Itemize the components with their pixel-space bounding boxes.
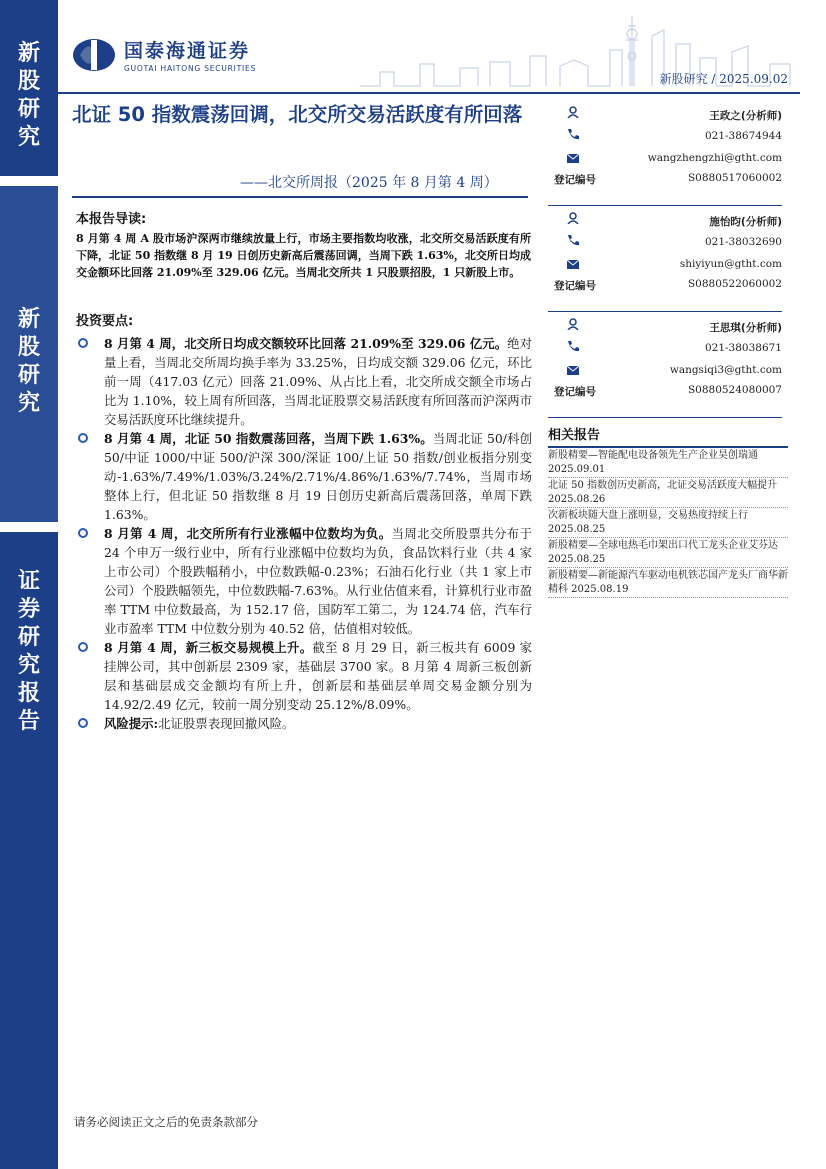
registration-label: 登记编号 xyxy=(554,280,596,292)
point-lead: 8 月第 4 周，新三板交易规模上升。 xyxy=(104,640,313,655)
list-item xyxy=(76,714,532,733)
registration-number: S0880522060002 xyxy=(687,278,782,290)
analyst-panel xyxy=(548,100,782,418)
bullet-icon xyxy=(78,718,88,728)
bullet-icon xyxy=(78,642,88,652)
logo-chinese-name: 国泰海通证券 xyxy=(124,40,251,62)
sidebar-char: 告 xyxy=(17,709,40,734)
logo-english-name: GUOTAI HAITONG SECURITIES xyxy=(124,64,257,73)
disclaimer-footer: 请务必阅读正文之后的免责条款部分 xyxy=(74,1115,258,1129)
sidebar-char: 股 xyxy=(17,69,40,94)
email-icon xyxy=(566,258,580,270)
point-text: 当周北证 50/科创 50/中证 1000/中证 500/沪深 300/深证 100/上证 50 指数/创业板指分别变动-1.63%/7.49%/1.03%/3.24%/2.71%/4.86%/1.63%/7.74%，当周市场整体上行，但北证 50 指数继 8 月 19 日创历史新高后震荡回落，单周下跌 1.63%。 xyxy=(104,431,532,522)
analyst-card xyxy=(548,312,782,418)
analyst-card xyxy=(548,206,782,312)
report-subtitle: ——北交所周报（2025 年 8 月第 4 周） xyxy=(240,175,498,191)
point-text: 绝对量上看，当周北交所周均换手率为 33.25%，日均成交额 329.06 亿元，环比前一周（417.03 亿元）回落 21.09%、从占比上看，北交所成交额全市场占比为 1.10%，较上周有所回落，当周北证股票交易活跃度有所回落而沪深两市交易活跃度环比继续提升。 xyxy=(104,336,533,427)
person-icon xyxy=(566,318,580,330)
analyst-name: 王政之(分析师) xyxy=(709,110,782,122)
analyst-name: 施怡昀(分析师) xyxy=(709,216,782,228)
bullet-icon xyxy=(78,433,88,443)
sidebar-char: 股 xyxy=(17,335,40,360)
sidebar-char: 新 xyxy=(17,307,40,332)
invest-heading: 投资要点: xyxy=(76,314,134,329)
sidebar-tag-top xyxy=(0,0,58,176)
person-icon xyxy=(566,106,580,118)
phone-icon xyxy=(566,128,580,140)
sidebar-char: 研 xyxy=(17,97,40,122)
intro-text: 8 月第 4 周 A 股市场沪深两市继续放量上行，市场主要指数均收涨，北交所交易活跃度有所下降，北证 50 指数继 8 月 19 日创历史新高后震荡回调，当周下跌 1.63%，北交所日均成交金额环比回落 21.09%至 329.06 亿元。当周北交所共 1 只股票招股，1 只新股上市。 xyxy=(76,232,531,279)
analyst-name: 王思琪(分析师) xyxy=(709,322,782,334)
sidebar-tag-bottom xyxy=(0,532,58,1169)
related-report-link[interactable]: 新股精要—智能配电设备领先生产企业昊创瑞通 2025.09.01 xyxy=(548,448,788,478)
report-category-date: 新股研究 / 2025.09.02 xyxy=(659,72,788,86)
sidebar-char: 新 xyxy=(17,41,40,66)
analyst-email[interactable]: wangsiqi3@gtht.com xyxy=(669,364,782,376)
bullet-icon xyxy=(78,338,88,348)
sidebar-tag-middle xyxy=(0,186,58,522)
person-icon xyxy=(566,212,580,224)
phone-icon xyxy=(566,234,580,246)
point-lead: 8 月第 4 周，北证 50 指数震荡回落，当周下跌 1.63%。 xyxy=(104,431,433,446)
sidebar-char: 研 xyxy=(17,625,40,650)
list-item xyxy=(76,638,532,714)
registration-label: 登记编号 xyxy=(554,174,596,186)
left-sidebar xyxy=(0,0,58,1169)
analyst-phone: 021-38674944 xyxy=(704,130,782,142)
related-report-link[interactable]: 新股精要—全球电热毛巾架出口代工龙头企业艾芬达 2025.08.25 xyxy=(548,538,788,568)
invest-points-list xyxy=(76,334,532,733)
header-divider xyxy=(58,92,800,94)
point-lead: 8 月第 4 周，北交所所有行业涨幅中位数均为负。 xyxy=(104,526,392,541)
related-report-link[interactable]: 次新板块随大盘上涨明显，交易热度持续上行 2025.08.25 xyxy=(548,508,788,538)
registration-number: S0880517060002 xyxy=(687,172,782,184)
sidebar-char: 报 xyxy=(17,681,40,706)
bullet-icon xyxy=(78,528,88,538)
analyst-card xyxy=(548,100,782,206)
logo-mark-icon xyxy=(72,38,116,72)
point-text: 北证股票表现回撤风险。 xyxy=(158,716,295,731)
analyst-email[interactable]: wangzhengzhi@gtht.com xyxy=(647,152,782,164)
sidebar-char: 究 xyxy=(17,653,40,678)
analyst-email[interactable]: shiyiyun@gtht.com xyxy=(679,258,782,270)
related-heading: 相关报告 xyxy=(548,424,788,448)
related-reports xyxy=(548,424,788,598)
point-lead: 8 月第 4 周，北交所日均成交额较环比回落 21.09%至 329.06 亿元。 xyxy=(104,336,508,351)
email-icon xyxy=(566,364,580,376)
sidebar-char: 研 xyxy=(17,363,40,388)
registration-label: 登记编号 xyxy=(554,386,596,398)
analyst-phone: 021-38038671 xyxy=(704,342,782,354)
list-item xyxy=(76,334,532,429)
email-icon xyxy=(566,152,580,164)
report-title: 北证 50 指数震荡回调，北交所交易活跃度有所回落 xyxy=(72,103,523,126)
sidebar-char: 究 xyxy=(17,391,40,416)
related-report-link[interactable]: 新股精要—新能源汽车驱动电机铁芯国产龙头厂商华新精科 2025.08.19 xyxy=(548,568,788,598)
point-text: 当周北交所股票共分布于 24 个申万一级行业中，所有行业涨幅中位数均为负，食品饮料行业（共 4 家上市公司）个股跌幅稍小，中位数跌幅-0.23%；石油石化行业（共 1 家上市公司）个股跌幅领先，中位数跌幅-7.63%。从行业估值来看，计算机行业市盈率 TTM 中位数最高，为 152.17 倍，国防军工第二，为 124.74 倍，汽车行业市盈率 TTM 中位数分别为 40.52 倍，估值相对较低。 xyxy=(104,526,532,636)
analyst-phone: 021-38032690 xyxy=(704,236,782,248)
intro-heading: 本报告导读: xyxy=(76,212,147,227)
title-divider xyxy=(72,196,528,198)
sidebar-char: 证 xyxy=(17,569,40,594)
list-item xyxy=(76,524,532,638)
sidebar-char: 究 xyxy=(17,125,40,150)
registration-number: S0880524080007 xyxy=(687,384,782,396)
company-logo xyxy=(72,36,256,73)
list-item xyxy=(76,429,532,524)
phone-icon xyxy=(566,340,580,352)
sidebar-char: 券 xyxy=(17,597,40,622)
point-text: 截至 8 月 29 日，新三板共有 6009 家挂牌公司，其中创新层 2309 家，基础层 3700 家。8 月第 4 周新三板创新层和基础层成交金额均有所上升，创新层和基础层单周交易金额分别为 14.92/2.49 亿元，较前一周分别变动 25.12%/8.09%。 xyxy=(104,640,532,712)
related-report-link[interactable]: 北证 50 指数创历史新高，北证交易活跃度大幅提升 2025.08.26 xyxy=(548,478,788,508)
point-lead: 风险提示: xyxy=(104,716,159,731)
